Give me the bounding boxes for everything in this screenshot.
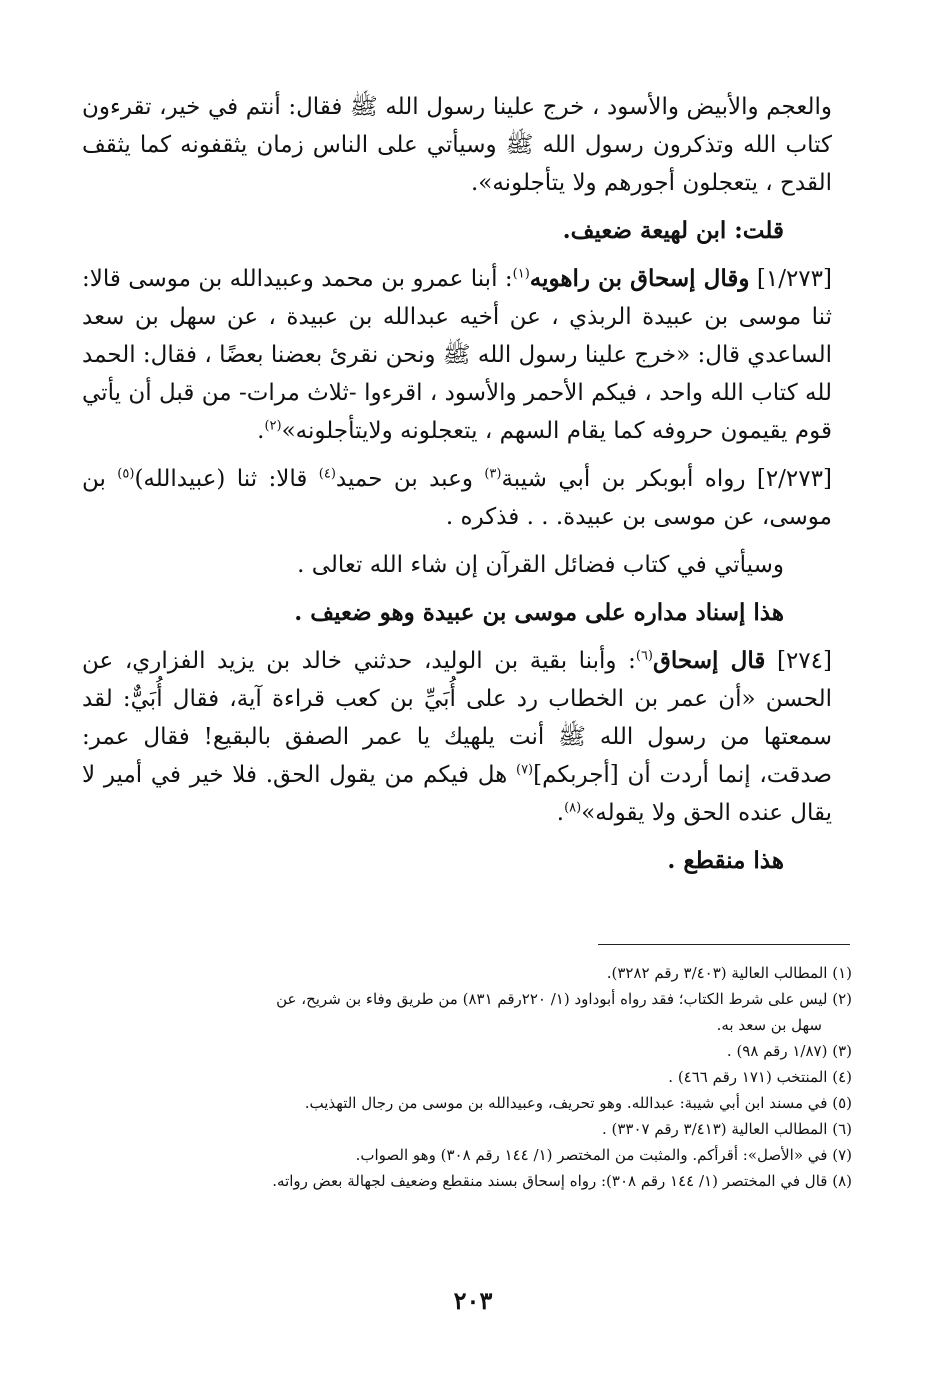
footnote-ref-1[interactable]: (١) [512,266,530,282]
footnote-1: (١) المطالب العالية (٣/٤٠٣ رقم ٣٢٨٢). [606,964,852,982]
hadith-274 [82,642,832,832]
paragraph-5: وسيأتي في كتاب فضائل القرآن إن شاء الله تعالى . [297,552,784,578]
hadith-273-1 [82,260,832,450]
text-part: بن موسى، عن موسى بن عبيدة. . . فذكره . [82,466,832,530]
footnote-ref-7[interactable]: (٧) [515,762,534,778]
footnote-ref-2[interactable]: (٢) [264,418,282,434]
footnote-ref-5[interactable]: (٥) [117,466,135,482]
footnote-ref-4[interactable]: (٤) [318,466,336,482]
hadith-end: . [257,418,265,444]
paragraph-6-comment: هذا إسناد مداره على موسى بن عبيدة وهو ضعيف . [294,599,784,626]
hadith-text: : أبنا عمرو بن محمد وعبيدالله بن موسى قالا: ثنا موسى بن عبيدة الربذي ، عن أخيه عبدالله بن عبيدة ، عن سهل بن سعد الساعدي قال: «خرج علينا رسول الله ﷺ ونحن نقرئ بعضنا بعضًا ، فقال: الحمد لله كتاب الله واحد ، فيكم الأحمر والأسود ، اقرءوا -ثلاث مرات- من قبل أن يأتي قوم يقيمون حروفه كما يقام السهم ، يتعجلونه ولايتأجلونه» [82,266,832,444]
page-number: ٢٠٣ [453,1286,493,1315]
footnote-4: (٤) المنتخب (١٧١ رقم ٤٦٦) . [668,1068,852,1086]
text-part: وعبد بن حميد [335,466,485,492]
paragraph-8-comment: هذا منقطع . [667,847,784,874]
hadith-text: : وأبنا بقية بن الوليد، حدثني خالد بن يزيد الفزاري، عن الحسن «أن عمر بن الخطاب رد على أُبَيِّ بن كعب قراءة آية، فقال أُبَيٌّ: لقد سمعتها من رسول الله ﷺ أنت يلهيك يا عمر الصفق بالبقيع! فقال عمر: صدقت، إنما أردت أن [أجربكم] [82,648,832,788]
hadith-author: وقال إسحاق بن راهويه [529,265,750,292]
footnote-ref-8[interactable]: (٨) [564,800,582,816]
main-text [82,88,832,890]
footnote-6: (٦) المطالب العالية (٣/٤١٣ رقم ٣٣٠٧) . [601,1120,852,1138]
footnote-3: (٣) (١/٨٧ رقم ٩٨) . [726,1042,852,1060]
footnotes [82,960,852,1194]
footnote-7: (٧) في «الأصل»: أقرأكم. والمثبت من المختصر (١/ ١٤٤ رقم ٣٠٨) وهو الصواب. [355,1146,852,1164]
footnote-2: (٢) ليس على شرط الكتاب؛ فقد رواه أبوداود (١/ ٢٢٠رقم ٨٣١) من طريق وفاء بن شريح، عن [276,990,852,1008]
footnote-ref-3[interactable]: (٣) [484,466,502,482]
hadith-ref: [١/٢٧٣] [756,266,832,292]
footnote-separator [598,944,850,945]
footnote-ref-6[interactable]: (٦) [635,648,653,664]
footnote-2-continued: سهل بن سعد به. [716,1016,822,1034]
footnote-8: (٨) قال في المختصر (١/ ١٤٤ رقم ٣٠٨): رواه إسحاق بسند منقطع وضعيف لجهالة بعض رواته. [272,1172,852,1190]
text-part: [٢/٢٧٣] رواه أبوبكر بن أبي شيبة [501,466,832,492]
hadith-end: . [556,800,565,826]
paragraph-2-comment: قلت: ابن لهيعة ضعيف. [562,217,784,244]
hadith-ref: [٢٧٤] [776,648,832,674]
hadith-text: هل فيكم من يقول الحق. فلا خير في أمير لا يقال عنده الحق ولا يقوله» [82,762,832,826]
paragraph-1: والعجم والأبيض والأسود ، خرج علينا رسول الله ﷺ فقال: أنتم في خير، تقرءون كتاب الله وتذكرون رسول الله ﷺ وسيأتي على الناس زمان يثقفونه كما يثقف القدح ، يتعجلون أجورهم ولا يتأجلونه». [82,94,832,196]
footnote-5: (٥) في مسند ابن أبي شيبة: عبدالله. وهو تحريف، وعبيدالله بن موسى من رجال التهذيب. [304,1094,852,1112]
hadith-273-2 [82,460,832,536]
text-part: قالا: ثنا (عبيدالله) [134,466,319,492]
hadith-author: قال إسحاق [653,647,766,674]
